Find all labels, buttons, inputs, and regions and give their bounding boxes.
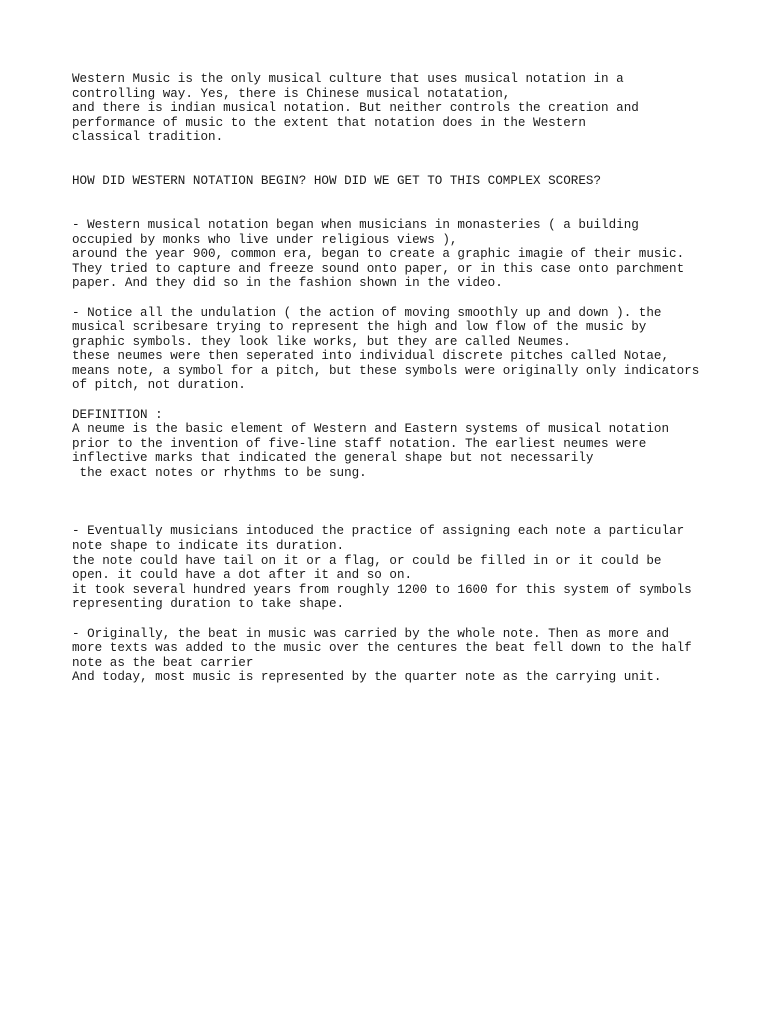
text-line: performance of music to the extent that notation does in the Western bbox=[72, 115, 586, 130]
text-line: representing duration to take shape. bbox=[72, 597, 345, 612]
text-line: - Originally, the beat in music was carried by the whole note. Then as more and bbox=[72, 626, 670, 641]
paragraph-monasteries bbox=[72, 218, 752, 291]
definition-label: DEFINITION : bbox=[72, 407, 163, 422]
text-line: note shape to indicate its duration. bbox=[72, 539, 345, 554]
text-line: paper. And they did so in the fashion shown in the video. bbox=[72, 276, 503, 291]
text-line: - Eventually musicians intoduced the practice of assigning each note a particular bbox=[72, 524, 685, 539]
text-line: controlling way. Yes, there is Chinese musical notatation, bbox=[72, 86, 511, 101]
text-line: musical scribesare trying to represent the high and low flow of the music by bbox=[72, 320, 647, 335]
text-line: note as the beat carrier bbox=[72, 655, 254, 670]
text-line: And today, most music is represented by the quarter note as the carrying unit. bbox=[72, 670, 662, 685]
text-line: the exact notes or rhythms to be sung. bbox=[72, 466, 367, 481]
paragraph-neumes bbox=[72, 306, 752, 394]
paragraph-duration bbox=[72, 524, 752, 612]
paragraph-intro bbox=[72, 72, 752, 145]
text-line: occupied by monks who live under religious views ), bbox=[72, 232, 458, 247]
text-line: inflective marks that indicated the general shape but not necessarily bbox=[72, 451, 594, 466]
text-line: A neume is the basic element of Western and Eastern systems of musical notation bbox=[72, 422, 670, 437]
text-line: classical tradition. bbox=[72, 130, 224, 145]
text-line: means note, a symbol for a pitch, but these symbols were originally only indicators bbox=[72, 363, 700, 378]
text-line: Western Music is the only musical culture that uses musical notation in a bbox=[72, 72, 624, 86]
heading-line: HOW DID WESTERN NOTATION BEGIN? HOW DID WE GET TO THIS COMPLEX SCORES? bbox=[72, 174, 602, 189]
text-line: graphic symbols. they look like works, but they are called Neumes. bbox=[72, 334, 571, 349]
text-line: - Notice all the undulation ( the action of moving smoothly up and down ). the bbox=[72, 305, 662, 320]
text-line: these neumes were then seperated into individual discrete pitches called Notae, bbox=[72, 349, 670, 364]
paragraph-definition bbox=[72, 408, 752, 481]
text-line: the note could have tail on it or a flag, or could be filled in or it could be bbox=[72, 553, 662, 568]
paragraph-beat bbox=[72, 627, 752, 685]
text-line: it took several hundred years from roughly 1200 to 1600 for this system of symbols bbox=[72, 582, 692, 597]
text-line: open. it could have a dot after it and so on. bbox=[72, 568, 413, 583]
text-line: and there is indian musical notation. But neither controls the creation and bbox=[72, 101, 639, 116]
text-line: prior to the invention of five-line staff notation. The earliest neumes were bbox=[72, 436, 647, 451]
text-line: of pitch, not duration. bbox=[72, 378, 246, 393]
text-line: - Western musical notation began when musicians in monasteries ( a building bbox=[72, 217, 639, 232]
text-line: more texts was added to the music over the centures the beat fell down to the half bbox=[72, 641, 692, 656]
section-heading bbox=[72, 174, 752, 189]
text-line: around the year 900, common era, began to create a graphic imagie of their music. bbox=[72, 247, 685, 262]
text-line: They tried to capture and freeze sound onto paper, or in this case onto parchment bbox=[72, 261, 685, 276]
document-body bbox=[72, 72, 752, 685]
